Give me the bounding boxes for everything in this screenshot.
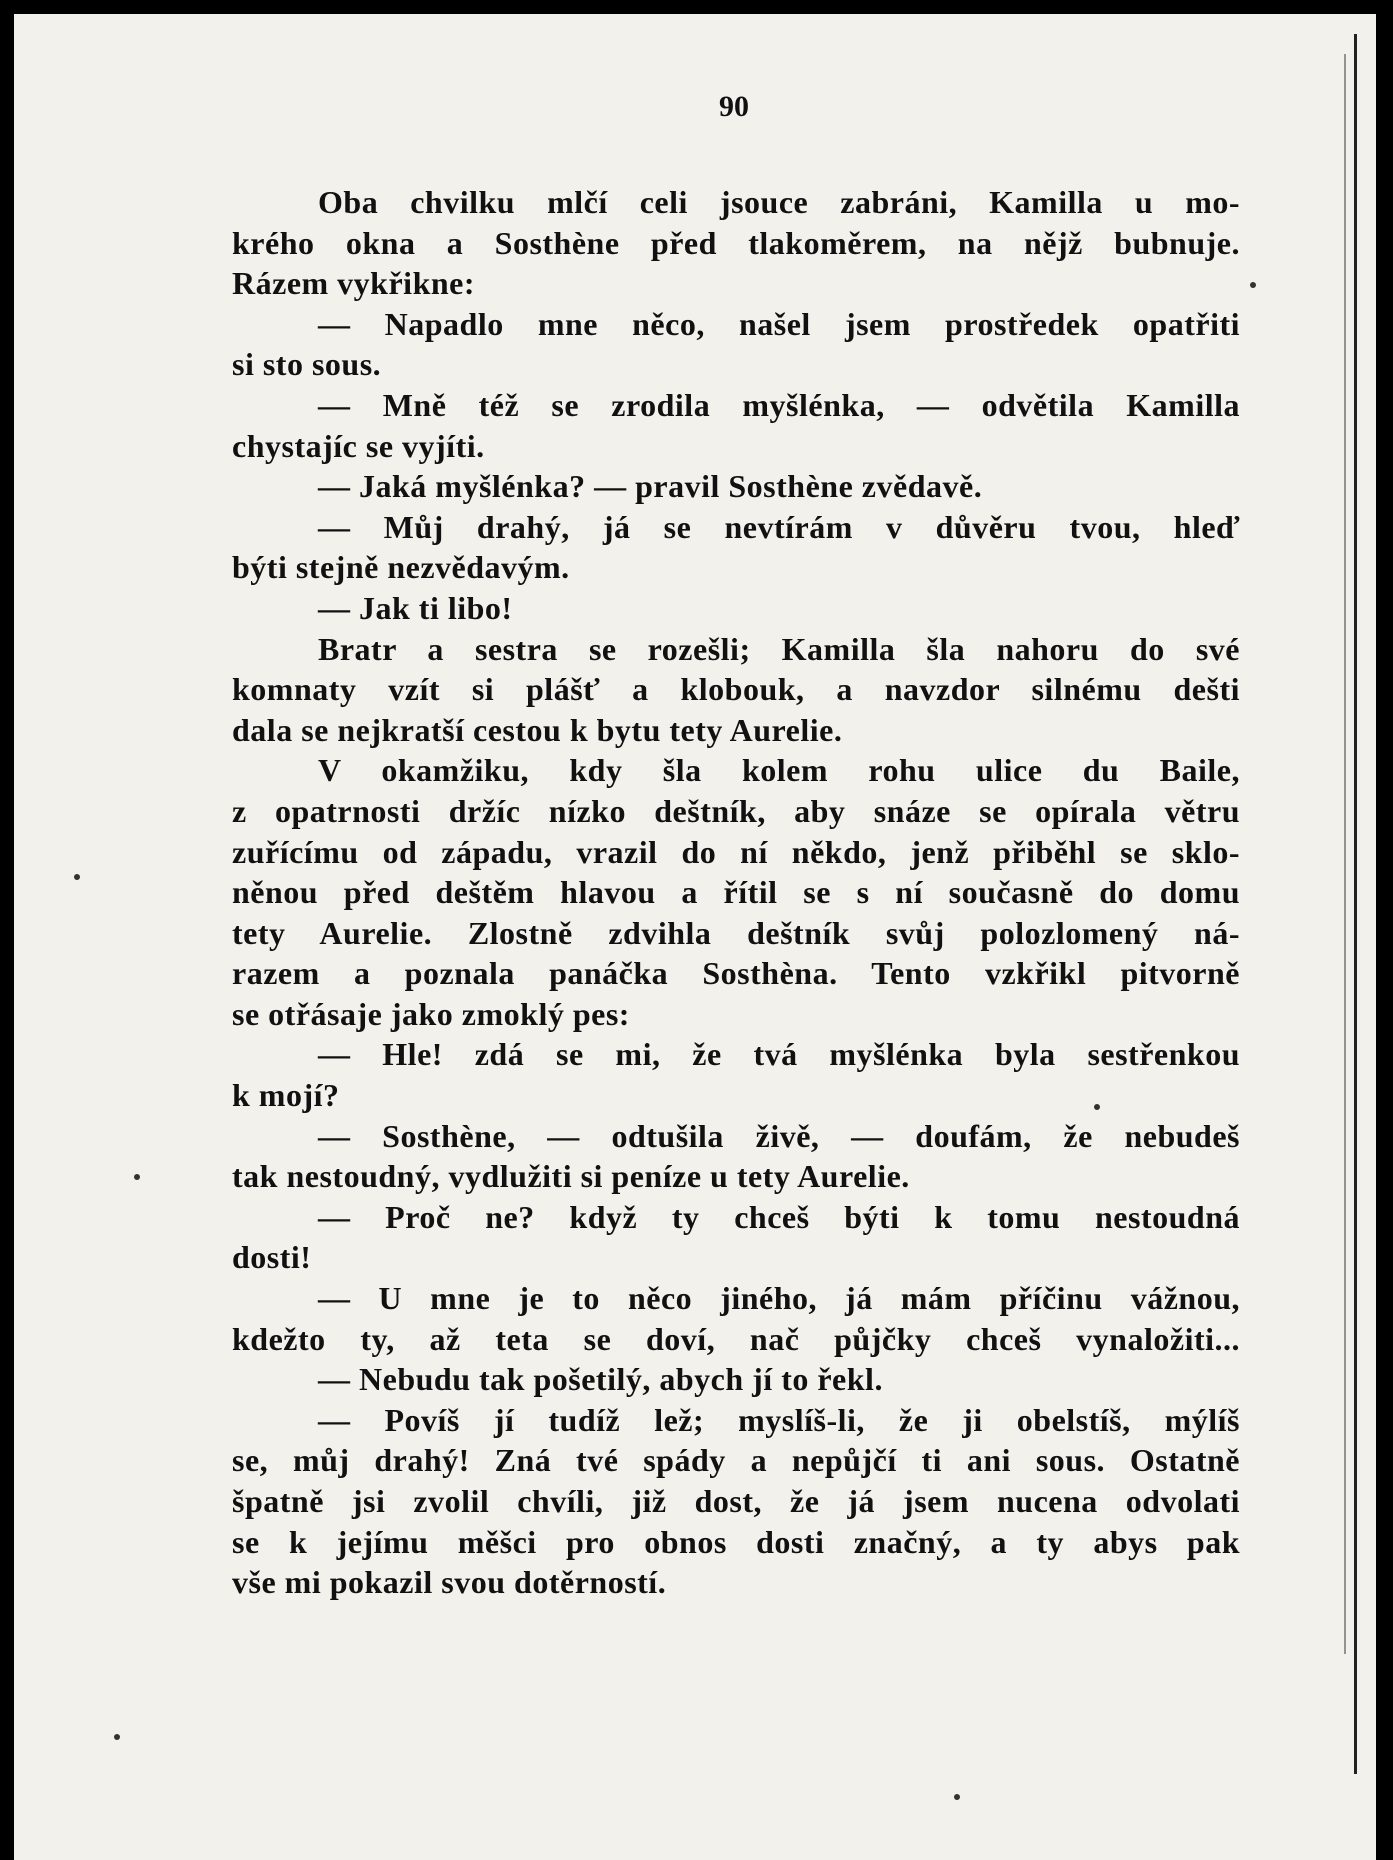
text-line: — Napadlo mne něco, našel jsem prostředek opatřiti [318,305,1240,342]
body-text [232,182,1240,1603]
print-speck [1250,282,1256,288]
page-number: 90 [719,90,749,123]
text-line: dala se nejkratší cestou k bytu tety Aurelie. [232,711,843,748]
text-line: — Proč ne? když ty chceš býti k tomu nestoudná [318,1198,1240,1235]
text-line: komnaty vzít si plášť a klobouk, a navzdor silnému dešti [232,671,1240,708]
text-line: razem a poznala panáčka Sosthèna. Tento vzkřikl pitvorně [232,955,1240,992]
text-line: — Hle! zdá se mi, že tvá myšlénka byla sestřenkou [318,1036,1240,1073]
text-line: Rázem vykřikne: [232,265,476,302]
text-line: dosti! [232,1239,312,1276]
text-line: zuřícímu od západu, vrazil do ní někdo, jenž přiběhl se sklo- [232,833,1240,870]
text-line: vše mi pokazil svou dotěrností. [232,1564,667,1601]
text-line: tak nestoudný, vydlužiti si peníze u tety Aurelie. [232,1158,910,1195]
page-edge-shadow-inner [1344,54,1346,1654]
text-line: — Můj drahý, já se nevtírám v důvěru tvou, hleď [318,508,1240,545]
text-line: si sto sous. [232,346,382,383]
text-line: se k jejímu měšci pro obnos dosti značný, a ty abys pak [232,1523,1240,1560]
text-line: Oba chvilku mlčí celi jsouce zabráni, Kamilla u mo- [318,184,1240,220]
text-line: — Jak ti libo! [318,589,513,626]
text-line: špatně jsi zvolil chvíli, již dost, že já jsem nucena odvolati [232,1483,1240,1519]
text-line: — Mně též se zrodila myšlénka, — odvětila Kamilla [318,386,1240,423]
text-line: se otřásaje jako zmoklý pes: [232,995,630,1032]
text-line: V okamžiku, kdy šla kolem rohu ulice du Baile, [318,752,1240,789]
text-line: se, můj drahý! Zná tvé spády a nepůjčí ti ani sous. Ostatně [232,1442,1240,1479]
text-line: z opatrnosti držíc nízko deštník, aby snáze se opírala větru [232,792,1240,829]
text-line: — Nebudu tak pošetilý, abych jí to řekl. [318,1361,883,1398]
print-speck [114,1734,120,1740]
text-line: chystajíc se vyjíti. [232,427,485,464]
text-line: — Povíš jí tudíž lež; myslíš-li, že ji obelstíš, mýlíš [318,1401,1240,1438]
text-line: k mojí? [232,1077,340,1114]
text-line: býti stejně nezvědavým. [232,549,570,586]
text-line: — Sosthène, — odtušila živě, — doufám, že nebudeš [318,1117,1240,1154]
text-line: krého okna a Sosthène před tlakoměrem, na nějž bubnuje. [232,224,1240,261]
print-speck [954,1794,960,1800]
print-speck [74,874,80,880]
text-line: tety Aurelie. Zlostně zdvihla deštník svůj polozlomený ná- [232,914,1240,951]
print-speck [134,1174,140,1180]
print-speck [1094,1104,1100,1110]
text-line: něnou před deštěm hlavou a řítil se s ní současně do domu [232,874,1240,911]
text-line: Bratr a sestra se rozešli; Kamilla šla nahoru do své [318,630,1240,667]
book-page [14,14,1376,1860]
page-edge-shadow [1354,34,1357,1774]
text-line: kdežto ty, až teta se doví, nač půjčky chceš vynaložiti... [232,1320,1240,1357]
text-line: — Jaká myšlénka? — pravil Sosthène zvědavě. [318,468,983,505]
text-line: — U mne je to něco jiného, já mám příčinu vážnou, [318,1280,1240,1317]
